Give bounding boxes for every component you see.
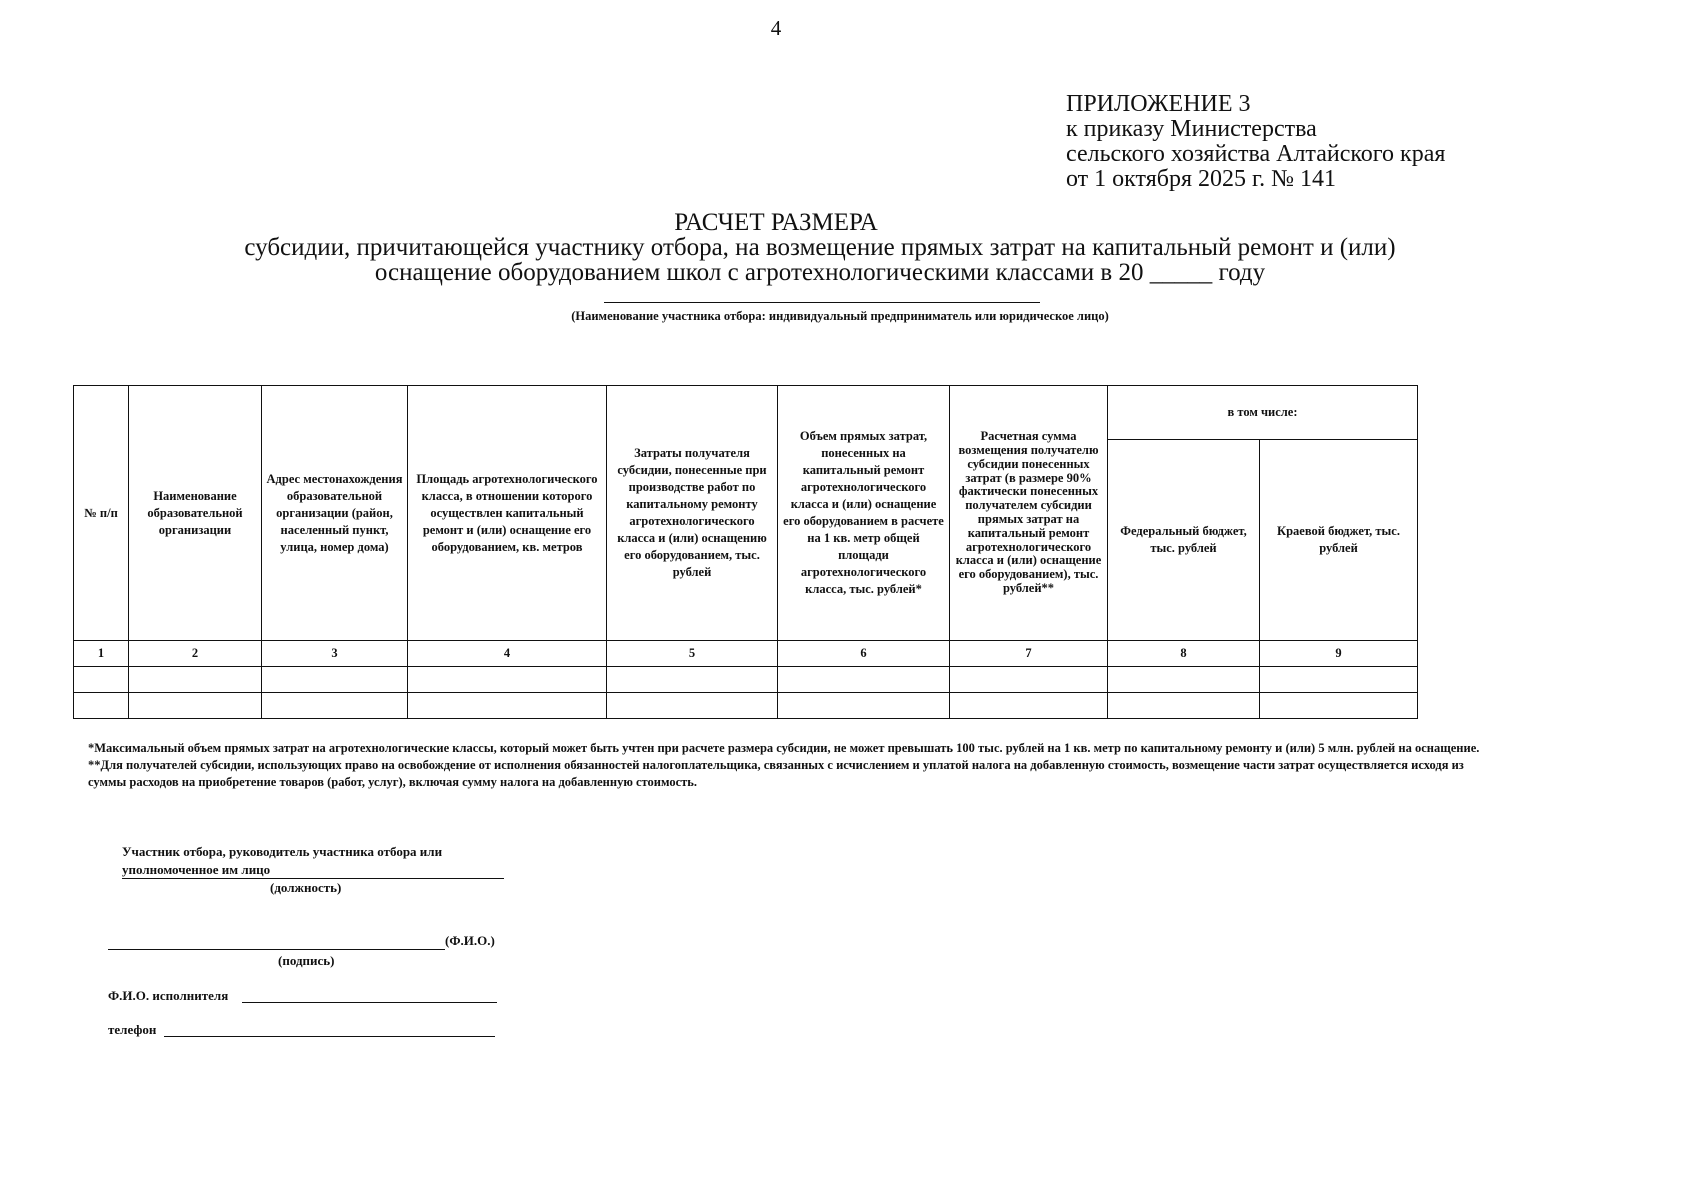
header-organization: Наименование образовательной организации <box>129 386 262 641</box>
footnote-vat: **Для получателей субсидии, использующих право на освобождение от исполнения обязанностей налогоплательщика, связанных с исчислением и уплатой налога на добавленную стоимость, возмещение части затрат осуществляется исходя из суммы расходов на приобретение товаров (работ, услуг), включая сумму налога на добавленную стоимость. <box>88 758 1464 789</box>
table-cell[interactable] <box>262 667 408 693</box>
table-cell[interactable] <box>74 693 129 719</box>
appendix-title: ПРИЛОЖЕНИЕ 3 <box>1066 91 1251 117</box>
table-cell[interactable] <box>778 667 950 693</box>
footnote-max-costs: *Максимальный объем прямых затрат на агротехнологические классы, который может быть учтен при расчете размера субсидии, не может превышать 100 тыс. рублей на 1 кв. метр по капитальному ремонту и (или) 5 млн. рублей на оснащение. <box>88 741 1480 755</box>
appendix-line: сельского хозяйства Алтайского края <box>1066 141 1446 167</box>
header-address: Адрес местонахождения образовательной организации (район, населенный пункт, улица, номер дома) <box>262 386 408 641</box>
executor-field[interactable] <box>242 1002 497 1003</box>
document-title: РАСЧЕТ РАЗМЕРА <box>674 209 878 236</box>
subtitle-line: субсидии, причитающейся участнику отбора, на возмещение прямых затрат на капитальный ремонт и (или) <box>244 234 1396 261</box>
header-area: Площадь агротехнологического класса, в отношении которого осуществлен капитальный ремонт и (или) оснащение его оборудованием, кв. метров <box>408 386 607 641</box>
header-including-group: в том числе: <box>1108 386 1418 440</box>
table-cell[interactable] <box>607 667 778 693</box>
position-caption: (должность) <box>270 880 342 895</box>
page-number: 4 <box>770 16 782 40</box>
header-federal-budget: Федеральный бюджет, тыс. рублей <box>1108 440 1260 641</box>
column-number: 2 <box>129 641 262 667</box>
executor-label: Ф.И.О. исполнителя <box>108 988 229 1003</box>
table-cell[interactable] <box>1108 693 1260 719</box>
table-cell[interactable] <box>950 693 1108 719</box>
signature-participant-label: Участник отбора, руководитель участника отбора или <box>122 844 443 859</box>
column-number: 7 <box>950 641 1108 667</box>
table-cell[interactable] <box>1108 667 1260 693</box>
table-cell[interactable] <box>1260 693 1418 719</box>
column-number-row <box>74 641 1418 667</box>
fio-caption: (Ф.И.О.) <box>445 933 495 948</box>
column-number: 8 <box>1108 641 1260 667</box>
participant-caption: (Наименование участника отбора: индивидуальный предприниматель или юридическое лицо) <box>571 309 1109 323</box>
header-number: № п/п <box>74 386 129 641</box>
subtitle-line: оснащение оборудованием школ с агротехнологическими классами в 20 _____ году <box>374 259 1266 286</box>
column-number: 1 <box>74 641 129 667</box>
document-subtitle <box>160 235 1480 285</box>
header-direct-costs-per-m2: Объем прямых затрат, понесенных на капитальный ремонт агротехнологического класса и (или) оснащение его оборудованием в расчете на 1 кв. метр общей площади агротехнологического класса, тыс. рублей* <box>778 386 950 641</box>
table-cell[interactable] <box>1260 667 1418 693</box>
column-number: 9 <box>1260 641 1418 667</box>
header-regional-budget: Краевой бюджет, тыс. рублей <box>1260 440 1418 641</box>
table-cell[interactable] <box>262 693 408 719</box>
table-cell[interactable] <box>129 667 262 693</box>
column-number: 6 <box>778 641 950 667</box>
appendix-line: к приказу Министерства <box>1066 116 1317 142</box>
signature-field[interactable] <box>108 949 445 950</box>
footnotes <box>88 740 1493 791</box>
table-cell[interactable] <box>408 667 607 693</box>
appendix-block <box>1066 92 1445 192</box>
appendix-order-date: от 1 октября 2025 г. № 141 <box>1066 166 1337 192</box>
calculation-table <box>73 385 1418 719</box>
header-costs: Затраты получателя субсидии, понесенные при производстве работ по капитальному ремонту агротехнологического класса и (или) оснащению его оборудованием, тыс. рублей <box>607 386 778 641</box>
table-cell[interactable] <box>129 693 262 719</box>
participant-name-field[interactable] <box>604 302 1040 303</box>
table-cell[interactable] <box>778 693 950 719</box>
phone-label: телефон <box>108 1022 157 1037</box>
signature-caption: (подпись) <box>278 953 335 968</box>
column-number: 4 <box>408 641 607 667</box>
column-number: 5 <box>607 641 778 667</box>
table-cell[interactable] <box>408 693 607 719</box>
column-number: 3 <box>262 641 408 667</box>
header-reimbursement-sum: Расчетная сумма возмещения получателю субсидии понесенных затрат (в размере 90% фактически понесенных получателем субсидии прямых затрат на капитальный ремонт агротехнологического класса и (или) оснащение его оборудованием), тыс. рублей** <box>950 386 1108 641</box>
phone-field[interactable] <box>164 1036 495 1037</box>
table-row <box>74 693 1418 719</box>
table-cell[interactable] <box>74 667 129 693</box>
signature-participant-label: уполномоченное им лицо <box>122 862 271 877</box>
position-field[interactable] <box>122 878 504 879</box>
table-cell[interactable] <box>607 693 778 719</box>
table-row <box>74 667 1418 693</box>
table-cell[interactable] <box>950 667 1108 693</box>
